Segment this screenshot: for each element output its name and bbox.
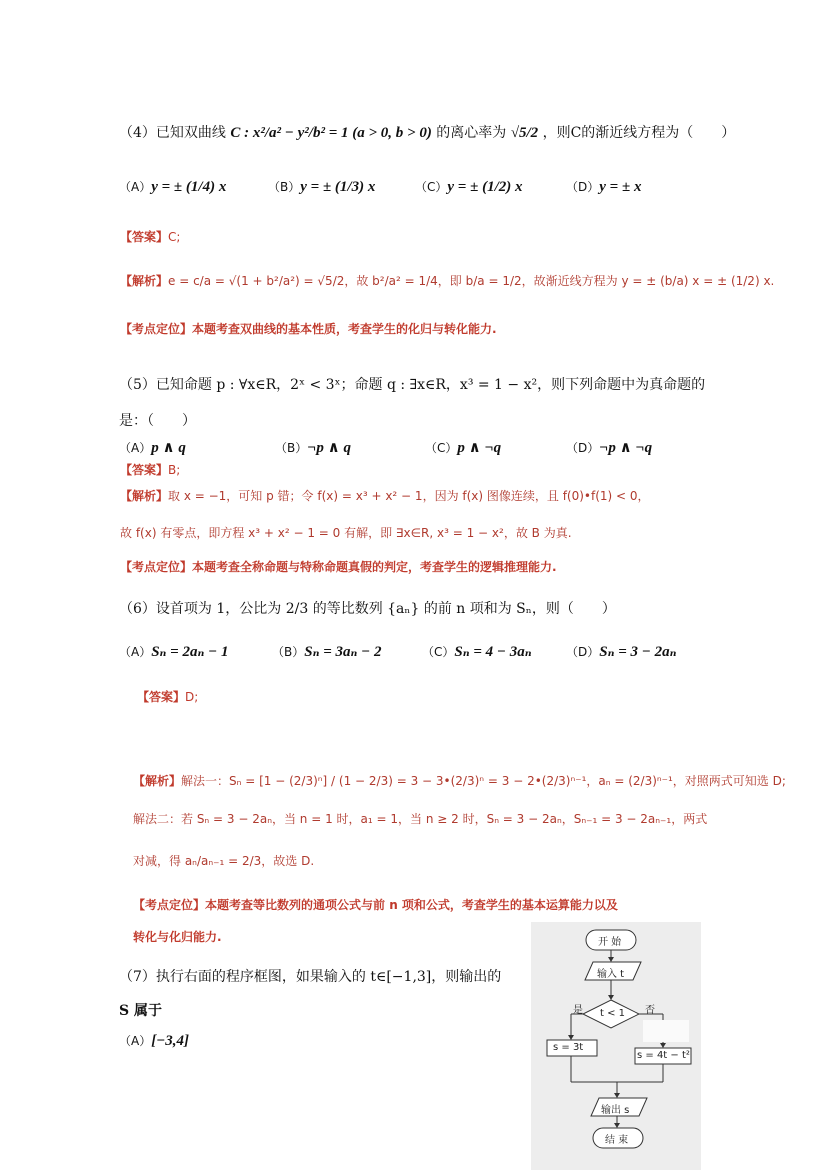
q4-option-a: （A）y = ± (1/4) x (119, 179, 227, 195)
q4-option-c: （C）y = ± (1/2) x (415, 179, 523, 195)
flow-start-text: 开 始 (598, 937, 622, 948)
flow-left-text: s = 3t (553, 1042, 584, 1053)
q4-answer: 【答案】C; (120, 230, 181, 244)
q5-option-d: （D）¬p ∧ ¬q (566, 440, 653, 456)
flow-no-text: 否 (645, 1005, 655, 1016)
q5-option-a: （A）p ∧ q (119, 440, 186, 456)
q6-method-2b: 对减，得 aₙ/aₙ₋₁ = 2/3，故选 D. (133, 854, 315, 868)
q6-option-c: （C）Sₙ = 4 − 3aₙ (422, 644, 532, 660)
q6-option-b: （B）Sₙ = 3aₙ − 2 (272, 644, 382, 660)
flow-right-text: s = 4t − t² (637, 1050, 690, 1061)
q4-option-d: （D）y = ± x (566, 179, 642, 195)
q4-analysis: 【解析】e = c/a = √(1 + b²/a²) = √5/2，故 b²/a² = 1/4，即 b/a = 1/2，故渐近线方程为 y = ± (b/a) x = ± (1/2) x. (120, 274, 775, 288)
q5-analysis-2: 故 f(x) 有零点，即方程 x³ + x² − 1 = 0 有解，即 ∃x∈R, x³ = 1 − x²，故 B 为真. (120, 526, 572, 540)
q4-key-point: 【考点定位】本题考查双曲线的基本性质，考查学生的化归与转化能力. (120, 322, 497, 336)
flow-input-text: 输入 t (597, 969, 625, 980)
q5-stem: （5）已知命题 p : ∀x∈R，2ˣ < 3ˣ；命题 q : ∃x∈R，x³ = 1 − x²，则下列命题中为真命题的 (119, 377, 706, 393)
q5-analysis-1: 【解析】取 x = −1，可知 p 错；令 f(x) = x³ + x² − 1，因为 f(x) 图像连续，且 f(0)•f(1) < 0， (120, 489, 650, 503)
flow-output-text: 输出 s (601, 1105, 630, 1116)
q5-key-point: 【考点定位】本题考查全称命题与特称命题真假的判定，考查学生的逻辑推理能力. (120, 560, 557, 574)
flow-yes-text: 是 (573, 1005, 583, 1016)
q5-option-b: （B）¬p ∧ q (275, 440, 352, 456)
q4-option-b: （B）y = ± (1/3) x (268, 179, 376, 195)
q5-answer: 【答案】B; (120, 463, 181, 477)
q7-stem-1: （7）执行右面的程序框图，如果输入的 t∈[−1,3]，则输出的 (119, 969, 502, 985)
q6-method-1: 【解析】解法一：Sₙ = [1 − (2/3)ⁿ] / (1 − 2/3) = 3 − 3•(2/3)ⁿ = 3 − 2•(2/3)ⁿ⁻¹，aₙ = (2/3)ⁿ⁻¹，对照两式可知选 D; (133, 774, 786, 788)
q6-method-2a: 解法二：若 Sₙ = 3 − 2aₙ，当 n = 1 时，a₁ = 1，当 n ≥ 2 时，Sₙ = 3 − 2aₙ，Sₙ₋₁ = 3 − 2aₙ₋₁，两式 (133, 812, 708, 826)
q7-option-a: （A）[−3,4] (119, 1033, 190, 1049)
q6-option-d: （D）Sₙ = 3 − 2aₙ (566, 644, 677, 660)
q7-stem-2: S 属于 (119, 1003, 162, 1019)
q4-eccentricity: √5/2 (510, 125, 539, 141)
q6-key-point-2: 转化与化归能力. (133, 930, 222, 944)
q6-option-a: （A）Sₙ = 2aₙ − 1 (119, 644, 229, 660)
q4-equation: C : x²/a² − y²/b² = 1 (a > 0, b > 0) (230, 125, 432, 141)
flowchart (531, 922, 701, 1170)
q4-stem: （4）已知双曲线 C : x²/a² − y²/b² = 1 (a > 0, b > 0) 的离心率为 √5/2 ，则C的渐近线方程为（ ） (119, 125, 736, 141)
q6-stem: （6）设首项为 1，公比为 2/3 的等比数列 {aₙ} 的前 n 项和为 Sₙ，则（ ） (119, 601, 616, 617)
q6-key-point-1: 【考点定位】本题考查等比数列的通项公式与前 n 项和公式，考查学生的基本运算能力以及 (133, 898, 618, 912)
q5-option-c: （C）p ∧ ¬q (425, 440, 502, 456)
q5-stem-2: 是：（ ） (119, 413, 196, 429)
flow-end-text: 结 束 (605, 1135, 629, 1146)
flow-cond-text: t < 1 (600, 1008, 626, 1019)
q6-answer: 【答案】D; (137, 690, 199, 704)
